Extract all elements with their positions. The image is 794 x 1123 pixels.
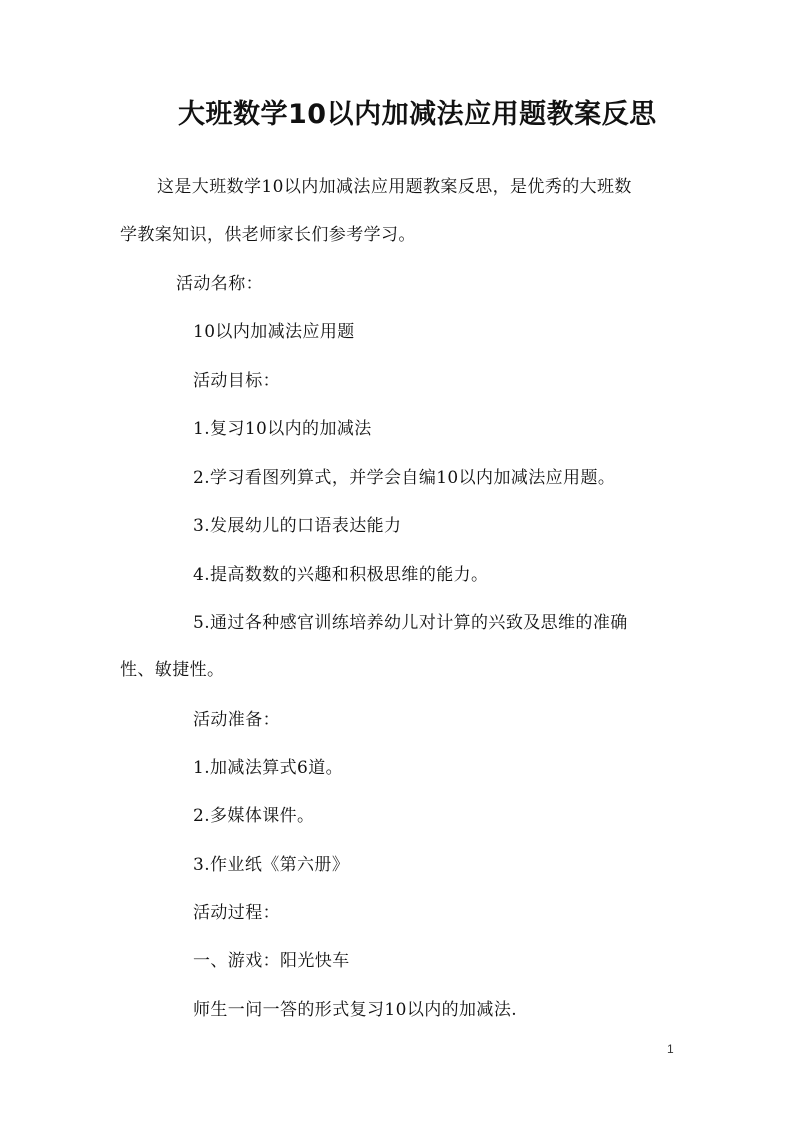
activity-name-value: 10以内加减法应用题 [193, 322, 355, 342]
intro-paragraph-line-1: 这是大班数学10以内加减法应用题教案反思，是优秀的大班数 [157, 177, 632, 197]
goal-item-2: 2.学习看图列算式，并学会自编10以内加减法应用题。 [193, 468, 616, 488]
step1-description: 师生一问一答的形式复习10以内的加减法. [193, 1000, 518, 1020]
page-number: 1 [667, 1042, 674, 1056]
prep-item-2: 2.多媒体课件。 [193, 806, 315, 826]
prep-item-1: 1.加减法算式6道。 [193, 758, 344, 778]
prep-item-3: 3.作业纸《第六册》 [193, 855, 350, 875]
prep-label: 活动准备： [193, 710, 280, 730]
process-label: 活动过程： [193, 903, 280, 923]
goals-label: 活动目标： [193, 371, 280, 391]
intro-paragraph-line-2: 学教案知识，供老师家长们参考学习。 [120, 225, 416, 245]
document-title: 大班数学10以内加减法应用题教案反思 [178, 99, 657, 130]
goal-item-1: 1.复习10以内的加减法 [193, 419, 372, 439]
goal-item-5-continued: 性、敏捷性。 [120, 660, 225, 680]
activity-name-label: 活动名称： [176, 274, 263, 294]
step1-title: 一、游戏：阳光快车 [193, 951, 350, 971]
goal-item-4: 4.提高数数的兴趣和积极思维的能力。 [193, 565, 489, 585]
goal-item-3: 3.发展幼儿的口语表达能力 [193, 516, 402, 536]
goal-item-5: 5.通过各种感官训练培养幼儿对计算的兴致及思维的准确 [193, 613, 628, 633]
